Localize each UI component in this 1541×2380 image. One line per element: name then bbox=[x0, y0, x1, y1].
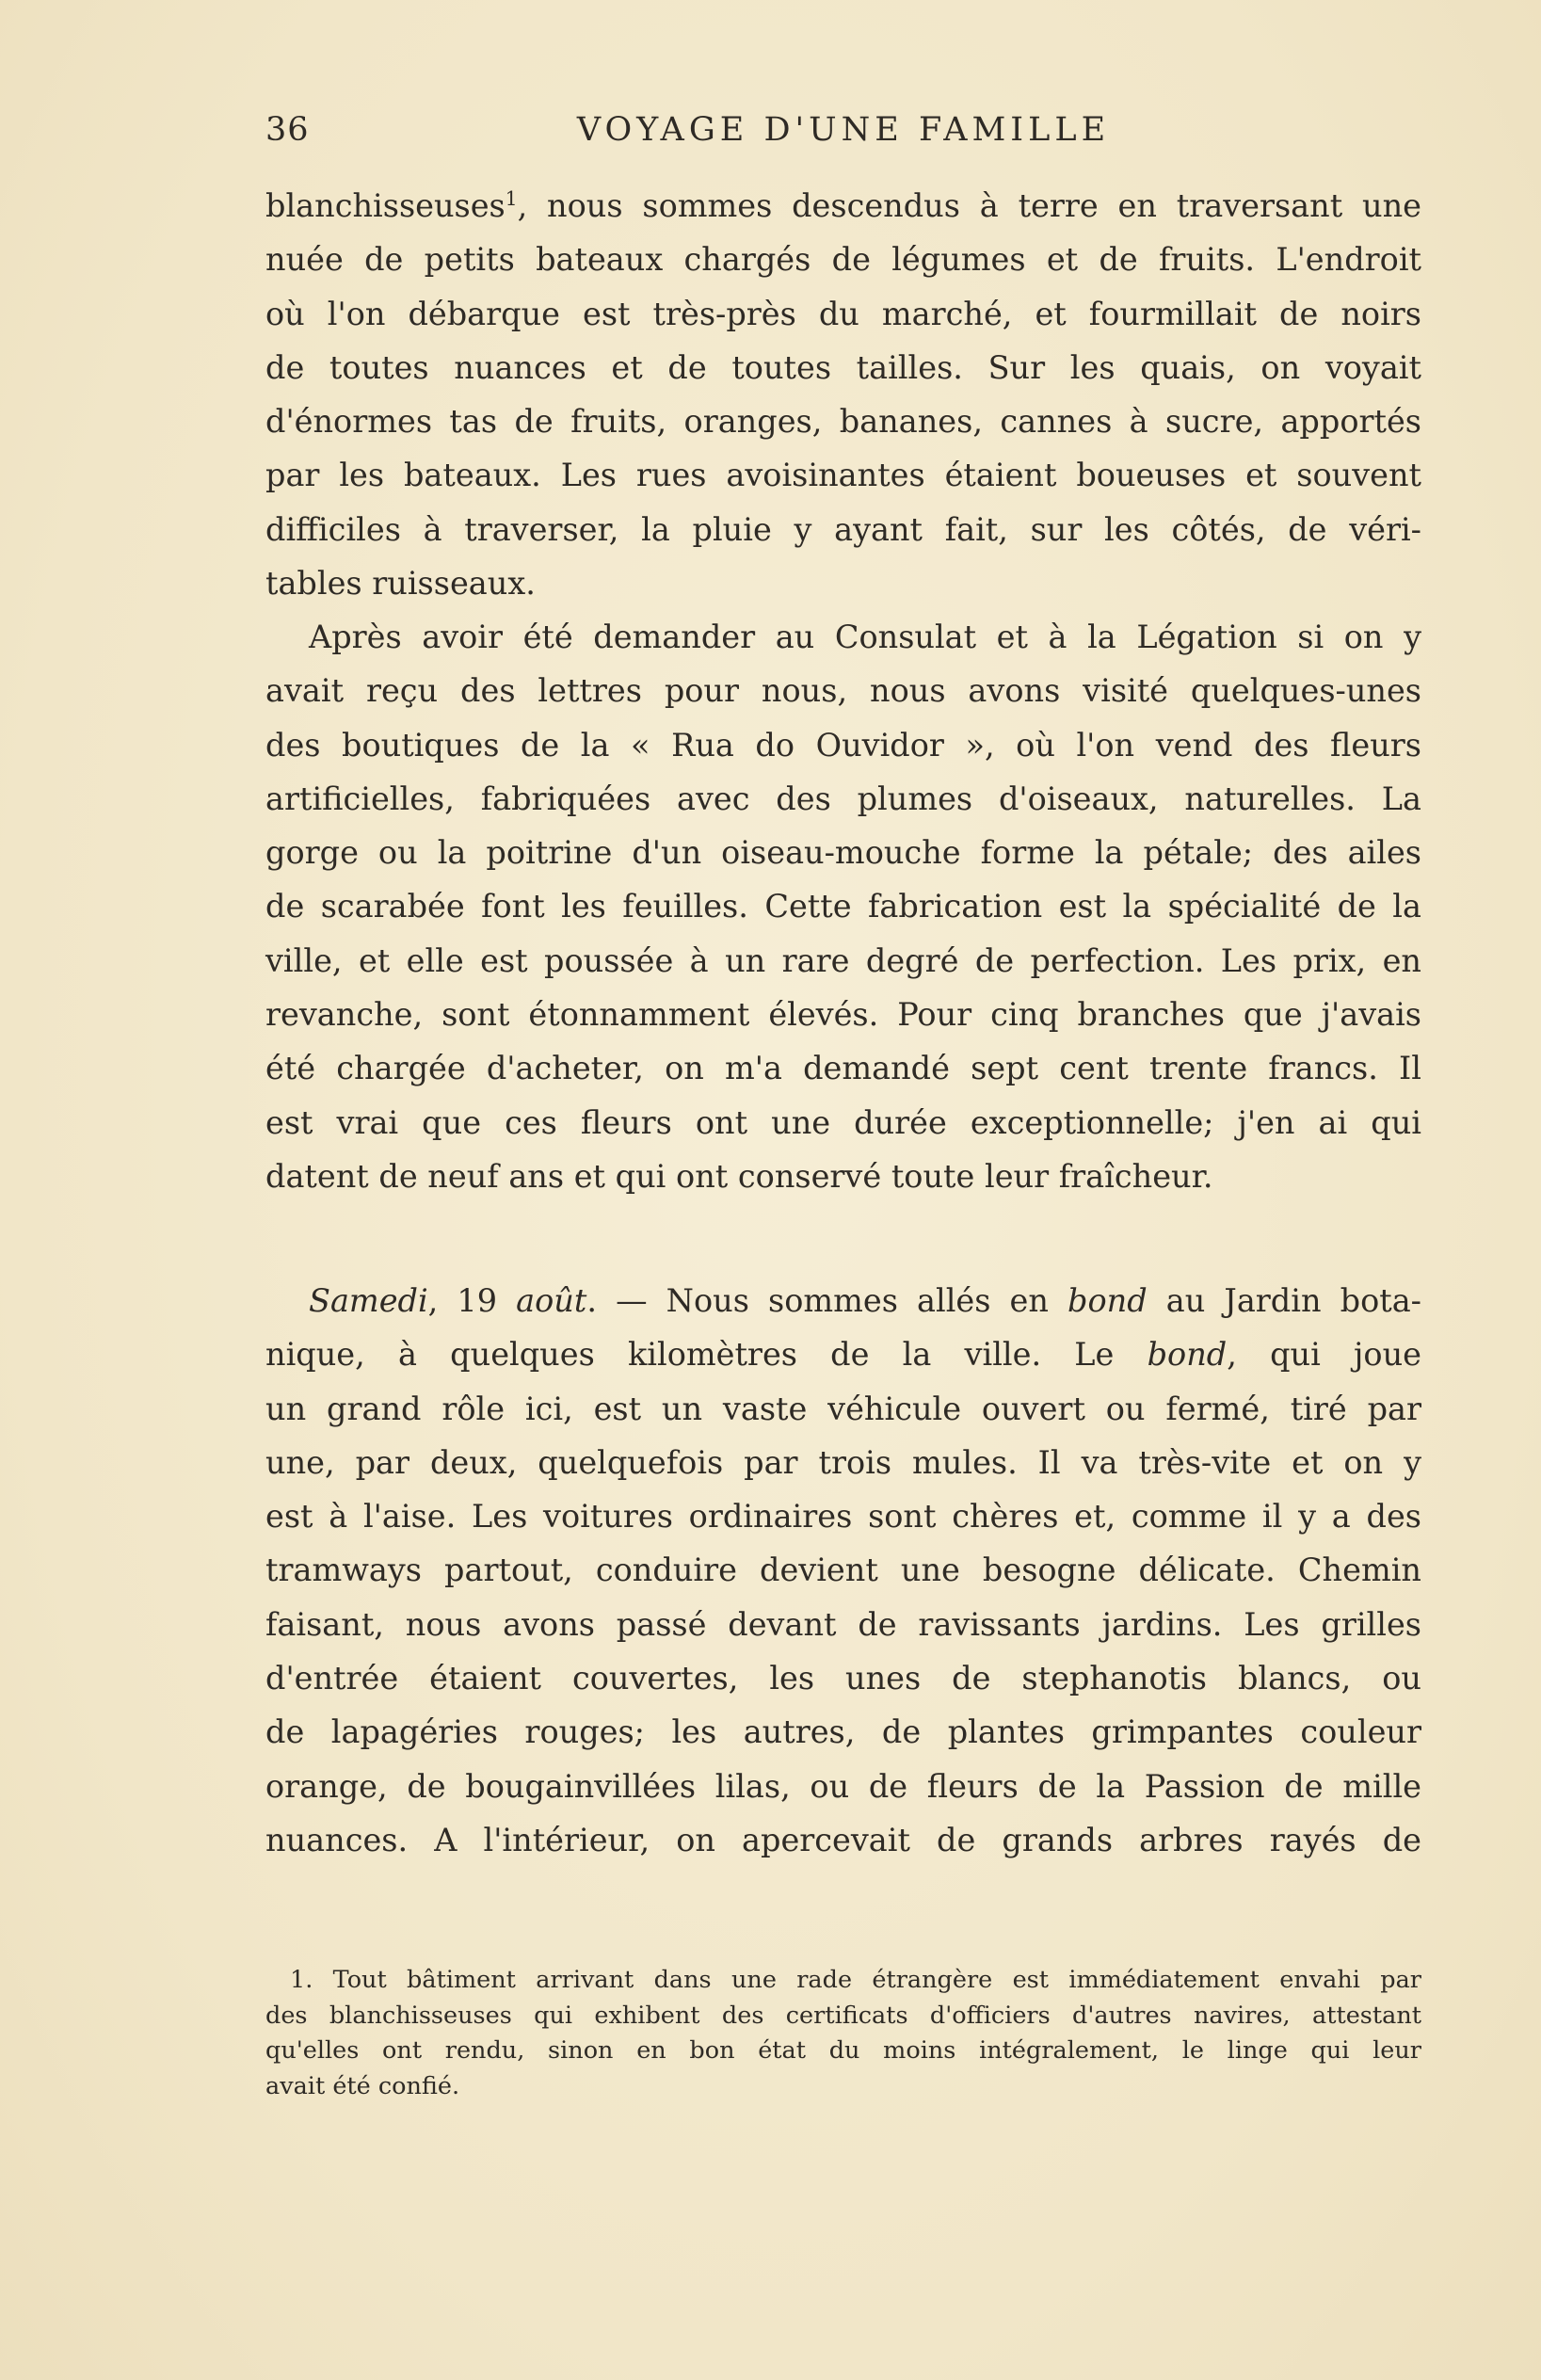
text-line: ville, et elle est poussée à un rare degré de perfection. Les prix, en bbox=[265, 941, 1421, 979]
italic-term: bond bbox=[1147, 1336, 1228, 1374]
paragraph-3 bbox=[265, 1274, 1421, 1867]
page-header bbox=[265, 111, 1421, 158]
text-line: datent de neuf ans et qui ont conservé toute leur fraîcheur. bbox=[265, 1157, 1213, 1195]
text-line: de toutes nuances et de toutes tailles. Sur les quais, on voyait bbox=[265, 348, 1421, 386]
text-line: tramways partout, conduire devient une besogne délicate. Chemin bbox=[265, 1552, 1421, 1589]
running-title: VOYAGE D'UNE FAMILLE bbox=[576, 111, 1111, 149]
text-line: orange, de bougainvillées lilas, ou de fleurs de la Passion de mille bbox=[265, 1767, 1421, 1805]
italic-term: bond bbox=[1067, 1282, 1148, 1319]
text-line: revanche, sont étonnamment élevés. Pour cinq branches que j'avais bbox=[265, 996, 1421, 1034]
text-line: été chargée d'acheter, on m'a demandé sept cent trente francs. Il bbox=[265, 1050, 1421, 1087]
date-day: Samedi bbox=[309, 1282, 428, 1319]
text-line: un grand rôle ici, est un vaste véhicule ouvert ou fermé, tiré par bbox=[265, 1390, 1421, 1427]
paragraph-1 bbox=[265, 179, 1421, 610]
text-line: nuances. A l'intérieur, on apercevait de grands arbres rayés de bbox=[265, 1821, 1421, 1858]
text-line: est à l'aise. Les voitures ordinaires sont chères et, comme il y a des bbox=[265, 1498, 1421, 1536]
footnote-line: 1. Tout bâtiment arrivant dans une rade étrangère est immédiatement envahi par bbox=[290, 1966, 1421, 1994]
text-line: Après avoir été demander au Consulat et à la Légation si on y bbox=[309, 619, 1421, 655]
footnote bbox=[265, 1963, 1421, 2104]
text-line: d'entrée étaient couvertes, les unes de stephanotis blancs, ou bbox=[265, 1660, 1421, 1697]
text-line: Samedi, 19 août. — Nous sommes allés en bond au Jardin bota- bbox=[309, 1282, 1421, 1319]
text-line: tables ruisseaux. bbox=[265, 565, 536, 603]
paragraph-2 bbox=[265, 610, 1421, 1203]
text-line: artificielles, fabriquées avec des plumes d'oiseaux, naturelles. La bbox=[265, 780, 1421, 817]
text-line: blanchisseuses$^1$, nous sommes descendus à terre en traversant une bbox=[265, 186, 1421, 224]
text-line: faisant, nous avons passé devant de ravissants jardins. Les grilles bbox=[265, 1605, 1421, 1643]
text-line: difficiles à traverser, la pluie y ayant fait, sur les côtés, de véri- bbox=[265, 510, 1421, 548]
footnote-line: avait été confié. bbox=[265, 2071, 460, 2100]
text-line: des boutiques de la « Rua do Ouvidor », où l'on vend des fleurs bbox=[265, 726, 1421, 764]
text-line: de lapagéries rouges; les autres, de plantes grimpantes couleur bbox=[265, 1713, 1421, 1751]
date-month: août bbox=[516, 1282, 587, 1319]
text-line: est vrai que ces fleurs ont une durée exceptionnelle; j'en ai qui bbox=[265, 1103, 1421, 1141]
text-line: nique, à quelques kilomètres de la ville. Le bond, qui joue bbox=[265, 1336, 1421, 1374]
text-line: avait reçu des lettres pour nous, nous avons visité quelques-unes bbox=[265, 672, 1421, 710]
text-line: de scarabée font les feuilles. Cette fabrication est la spécialité de la bbox=[265, 888, 1421, 925]
text-line: gorge ou la poitrine d'un oiseau-mouche forme la pétale; des ailes bbox=[265, 834, 1421, 872]
footnote-marker[interactable]: 1 bbox=[505, 186, 518, 210]
text-line: nuée de petits bateaux chargés de légumes et de fruits. L'endroit bbox=[265, 241, 1421, 279]
footnote-line: des blanchisseuses qui exhibent des certificats d'officiers d'autres navires, attestant bbox=[265, 2001, 1421, 2030]
page-number: 36 bbox=[265, 111, 310, 149]
text-line: une, par deux, quelquefois par trois mules. Il va très-vite et on y bbox=[265, 1443, 1421, 1481]
footnote-line: qu'elles ont rendu, sinon en bon état du moins intégralement, le linge qui leur bbox=[265, 2036, 1421, 2065]
text-line: par les bateaux. Les rues avoisinantes étaient boueuses et souvent bbox=[265, 457, 1421, 494]
text-line: d'énormes tas de fruits, oranges, bananes, cannes à sucre, apportés bbox=[265, 403, 1421, 441]
text-line: où l'on débarque est très-près du marché, et fourmillait de noirs bbox=[265, 295, 1421, 332]
